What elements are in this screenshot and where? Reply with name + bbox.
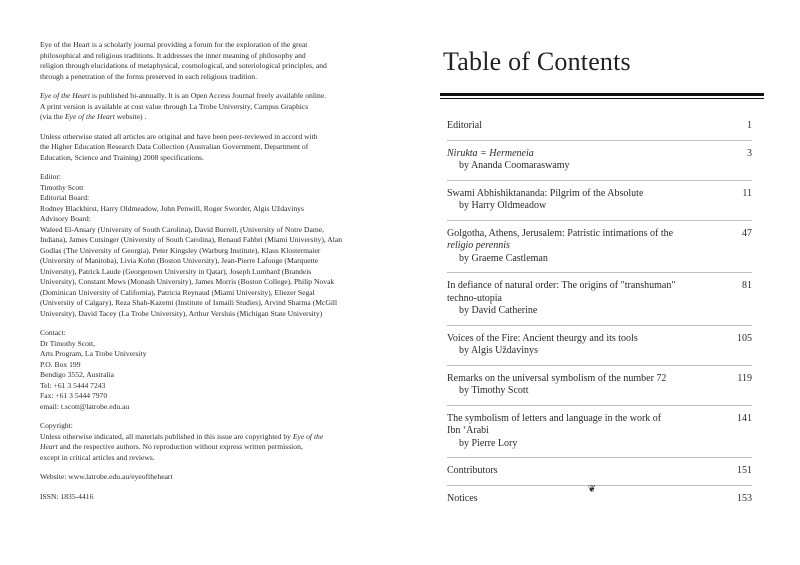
entry-author: by Algis Uždavinys — [459, 345, 538, 356]
contact-line: email: t.scott@latrobe.edu.au — [40, 401, 130, 411]
title-rule-thin — [440, 98, 764, 99]
page-title: Table of Contents — [443, 47, 631, 76]
entry-title: Nirukta = Hermeneia — [447, 147, 534, 159]
title-rule-thick — [440, 93, 764, 96]
entry-page-number: 47 — [742, 227, 752, 239]
issn-line: ISSN: 1835-4416 — [40, 491, 94, 501]
entry-title: Golgotha, Athens, Jerusalem: Patristic intimations of the — [447, 227, 674, 239]
copyright-line: except in critical articles and reviews. — [40, 452, 155, 462]
copyright-block — [40, 421, 370, 463]
contact-block — [40, 328, 370, 412]
publication-text: is published bi-annually. It is an Open Access Journal freely available online. — [89, 91, 327, 100]
publication-line: A print version is available at cost value through La Trobe University, Campus Graphics — [40, 101, 309, 111]
toc-separator — [447, 180, 752, 181]
entry-page-number: 1 — [747, 120, 752, 131]
contact-line: Contact: — [40, 328, 66, 337]
copyright-line — [40, 442, 370, 453]
editor-line: Editorial Board: — [40, 193, 90, 202]
entry-title-cont: techno-utopia — [447, 292, 502, 304]
editor-line: Advisory Board: — [40, 214, 91, 223]
contact-line: Dr Timothy Scott, — [40, 338, 96, 348]
entry-page-number: 141 — [737, 412, 752, 424]
editor-line: Indiana), James Cutsinger (University of South Carolina), Renaud Fabbri (Miami University), Alan — [40, 235, 343, 244]
editor-line: Waleed El-Ansary (University of South Carolina), David Burrell, (University of Notre Dame, — [40, 224, 325, 234]
entry-author: by David Catherine — [459, 305, 538, 316]
editor-line: (University of Calgary), Reza Shah-Kazemi (Institute of Ismaili Studies), Arvind Sharma (McGill — [40, 298, 338, 307]
intro-line: through a penetration of the forms preserved in each religious tradition. — [40, 71, 257, 81]
copyright-text: and the respective authors. No reproduction without express written permission, — [57, 442, 303, 451]
review-line: Education, Science and Training) 2008 specifications. — [40, 152, 204, 162]
editor-line: University), Patrick Laude (Georgetown University in Qatar), Joseph Lumbard (Brandeis — [40, 266, 312, 276]
toc-entry — [447, 148, 752, 173]
toc-separator — [447, 325, 752, 326]
entry-title: Notices — [447, 492, 478, 504]
editor-line: (Dominican University of California), Patricia Reynaud (Miami University), Eliezer Segal — [40, 287, 315, 297]
toc-separator — [447, 140, 752, 141]
review-line: the Higher Education Research Data Collection (Australian Government, Department of — [40, 142, 309, 151]
entry-title: In defiance of natural order: The origins of "transhuman" — [447, 280, 676, 291]
toc-separator — [447, 272, 752, 273]
toc-list — [447, 120, 752, 505]
editor-line: Godlas (The University of Georgia), Peter Kingsley (Warburg Institute), Klaus Klostermaier — [40, 245, 321, 255]
editor-line: Timothy Scott — [40, 182, 84, 192]
toc-separator — [447, 365, 752, 366]
entry-title: The symbolism of letters and language in the work of — [447, 412, 662, 424]
toc-entry — [447, 228, 752, 266]
editor-line: University), Constant Mews (Monash University), James Morris (Boston College), Philip Novak — [40, 277, 335, 286]
entry-author: by Graeme Castleman — [459, 252, 548, 264]
toc-separator — [447, 457, 752, 458]
entry-title-cont: religio perennis — [447, 240, 510, 251]
copyright-text: Unless otherwise indicated, all materials published in this issue are copyrighted by — [40, 431, 293, 441]
intro-line: Eye of the Heart is a scholarly journal providing a forum for the exploration of the great — [40, 40, 308, 49]
toc-entry — [447, 188, 752, 213]
toc-separator — [447, 220, 752, 221]
entry-title-cont: Ibn ‘Arabi — [447, 425, 489, 436]
journal-name: Eye of the Heart — [64, 112, 115, 121]
editorial-boards — [40, 172, 370, 319]
journal-name: Eye of the — [292, 431, 324, 441]
toc-entry — [447, 280, 752, 318]
toc-separator — [447, 405, 752, 406]
entry-title: Voices of the Fire: Ancient theurgy and its tools — [447, 332, 638, 344]
toc-entry — [447, 465, 752, 478]
intro-line: religion through elucidations of metaphysical, cosmological, and soteriological principles, and — [40, 61, 327, 70]
contact-line: Arts Program, La Trobe University — [40, 349, 147, 358]
toc-entry — [447, 373, 752, 398]
journal-name: Heart — [40, 442, 58, 451]
contact-line: Tel: +61 3 5444 7243 — [40, 380, 106, 390]
toc-entry — [447, 120, 752, 133]
entry-title: Editorial — [447, 120, 482, 131]
editor-line: University), David Tacey (La Trobe University), Arthur Versluis (Michigan State University) — [40, 308, 323, 318]
entry-author: by Pierre Lory — [459, 437, 518, 449]
entry-page-number: 153 — [737, 492, 752, 504]
toc-header — [443, 46, 764, 78]
contact-line: Bendigo 3552, Australia — [40, 370, 115, 379]
copyright-heading: Copyright: — [40, 421, 73, 430]
entry-page-number: 81 — [742, 280, 752, 291]
intro-paragraph — [40, 40, 370, 82]
copyright-line — [40, 432, 370, 443]
publication-paragraph — [40, 91, 370, 123]
journal-info-page — [40, 40, 370, 511]
fleuron-ornament: ❦ — [587, 484, 597, 495]
editor-line: (University of Manitoba), Livia Kohn (Boston University), Jean-Pierre Lafouge (Marquette — [40, 256, 319, 265]
entry-page-number: 3 — [747, 147, 752, 159]
entry-author: by Timothy Scott — [459, 385, 529, 396]
peer-review-paragraph — [40, 132, 370, 164]
publication-line — [40, 91, 370, 102]
entry-page-number: 105 — [737, 332, 752, 344]
contact-line: P.O. Box 199 — [40, 359, 81, 369]
entry-page-number: 119 — [737, 372, 752, 384]
publication-line — [40, 112, 370, 123]
toc-entry — [447, 413, 752, 451]
contact-line: Fax: +61 3 5444 7970 — [40, 391, 108, 400]
entry-title: Remarks on the universal symbolism of the number 72 — [447, 372, 667, 384]
entry-author: by Ananda Coomaraswamy — [459, 160, 570, 171]
publication-text: website) . — [114, 112, 147, 121]
review-line: Unless otherwise stated all articles are original and have been peer-reviewed in accord with — [40, 131, 318, 141]
website-line: Website: www.latrobe.edu.au/eyeoftheheart — [40, 472, 173, 481]
entry-page-number: 11 — [742, 187, 752, 199]
editor-line: Editor: — [40, 172, 62, 181]
journal-name: Eye of the Heart — [40, 91, 90, 100]
editor-line: Rodney Blackhirst, Harry Oldmeadow, John Penwill, Roger Sworder, Algis Uždavinys — [40, 203, 304, 213]
publication-text: (via the — [40, 112, 65, 121]
entry-page-number: 151 — [737, 465, 752, 476]
intro-line: philosophical and religious traditions. It addresses the inner meaning of philosophy and — [40, 50, 306, 60]
toc-entry — [447, 333, 752, 358]
entry-title: Swami Abhishiktananda: Pilgrim of the Absolute — [447, 187, 644, 199]
entry-title: Contributors — [447, 465, 498, 476]
entry-author: by Harry Oldmeadow — [459, 200, 547, 211]
